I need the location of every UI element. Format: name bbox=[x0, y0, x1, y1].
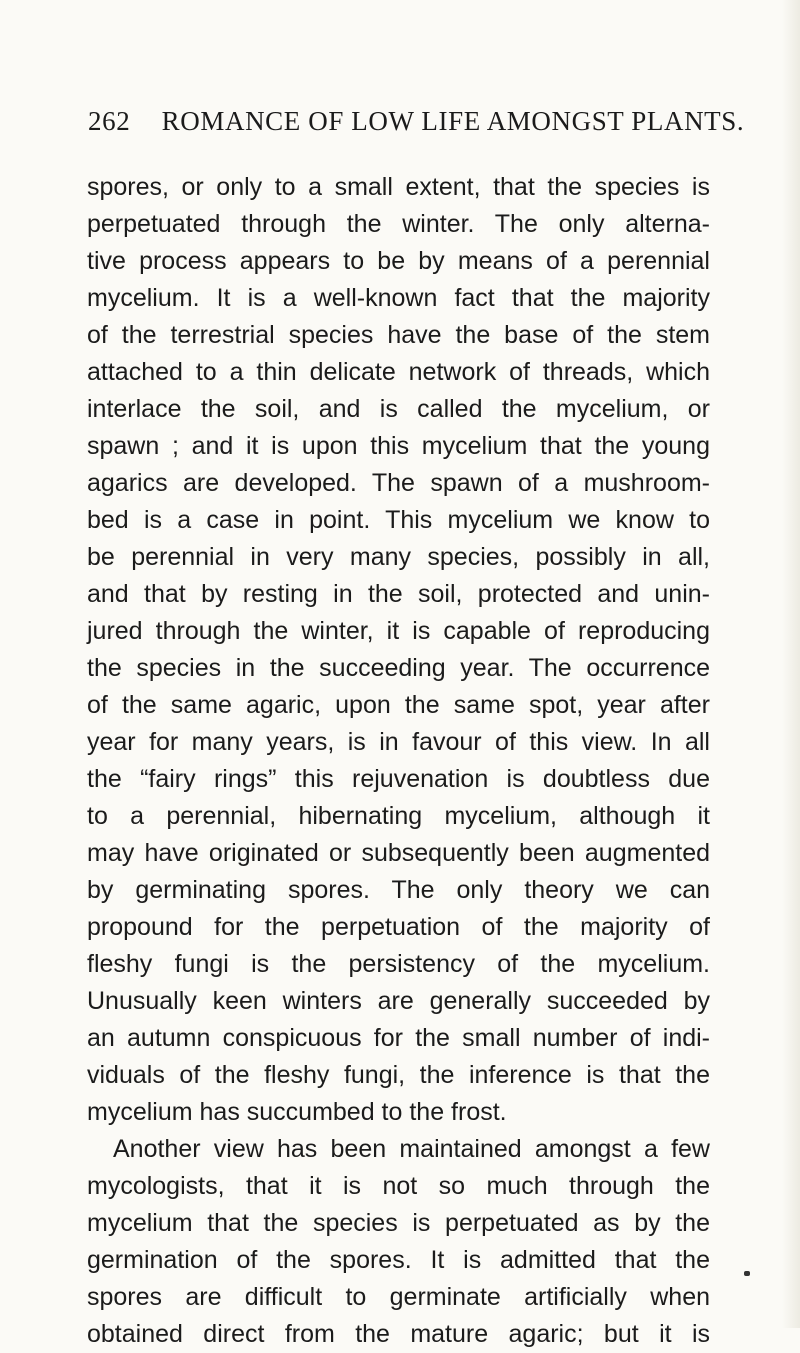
body-line: perpetuated through the winter. The only alterna- bbox=[87, 210, 710, 238]
body-line: obtained direct from the mature agaric; but it is bbox=[87, 1320, 710, 1348]
body-line: of the terrestrial species have the base of the stem bbox=[87, 321, 710, 349]
body-line: fleshy fungi is the persistency of the mycelium. bbox=[87, 950, 710, 978]
body-line: germination of the spores. It is admitted that the bbox=[87, 1246, 710, 1274]
body-line: may have originated or subsequently been augmented bbox=[87, 839, 710, 867]
running-title: ROMANCE OF LOW LIFE AMONGST PLANTS. bbox=[161, 106, 745, 136]
body-line: spores, or only to a small extent, that the species is bbox=[87, 173, 710, 201]
body-line: interlace the soil, and is called the mycelium, or bbox=[87, 395, 710, 423]
body-line: and that by resting in the soil, protected and unin- bbox=[87, 580, 710, 608]
body-line: bed is a case in point. This mycelium we know to bbox=[87, 506, 710, 534]
body-line: the species in the succeeding year. The occurrence bbox=[87, 654, 710, 682]
print-mark bbox=[744, 1271, 750, 1276]
body-line: spawn ; and it is upon this mycelium that the young bbox=[87, 432, 710, 460]
body-line: spores are difficult to germinate artificially when bbox=[87, 1283, 710, 1311]
body-line: the “fairy rings” this rejuvenation is doubtless due bbox=[87, 765, 710, 793]
paragraph-last-line: mycelium has succumbed to the frost. bbox=[87, 1098, 507, 1126]
body-line: viduals of the fleshy fungi, the inference is that the bbox=[87, 1061, 710, 1089]
body-line: attached to a thin delicate network of threads, which bbox=[87, 358, 710, 386]
body-line: jured through the winter, it is capable of reproducing bbox=[87, 617, 710, 645]
body-line: agarics are developed. The spawn of a mushroom- bbox=[87, 469, 710, 497]
page-header bbox=[88, 106, 745, 142]
body-line: an autumn conspicuous for the small number of indi- bbox=[87, 1024, 710, 1052]
body-line: propound for the perpetuation of the majority of bbox=[87, 913, 710, 941]
body-line: of the same agaric, upon the same spot, year after bbox=[87, 691, 710, 719]
body-line: Unusually keen winters are generally succeeded by bbox=[87, 987, 710, 1015]
body-line: by germinating spores. The only theory we can bbox=[87, 876, 710, 904]
body-line: tive process appears to be by means of a perennial bbox=[87, 247, 710, 275]
paragraph-first-line: Another view has been maintained amongst a few bbox=[113, 1135, 710, 1163]
page-edge-shadow bbox=[782, 0, 800, 1328]
body-line: year for many years, is in favour of this view. In all bbox=[87, 728, 710, 756]
body-line: be perennial in very many species, possibly in all, bbox=[87, 543, 710, 571]
body-line: to a perennial, hibernating mycelium, although it bbox=[87, 802, 710, 830]
body-line: mycelium. It is a well-known fact that the majority bbox=[87, 284, 710, 312]
page-number: 262 bbox=[88, 106, 131, 136]
body-line: mycelium that the species is perpetuated as by the bbox=[87, 1209, 710, 1237]
body-line: mycologists, that it is not so much through the bbox=[87, 1172, 710, 1200]
